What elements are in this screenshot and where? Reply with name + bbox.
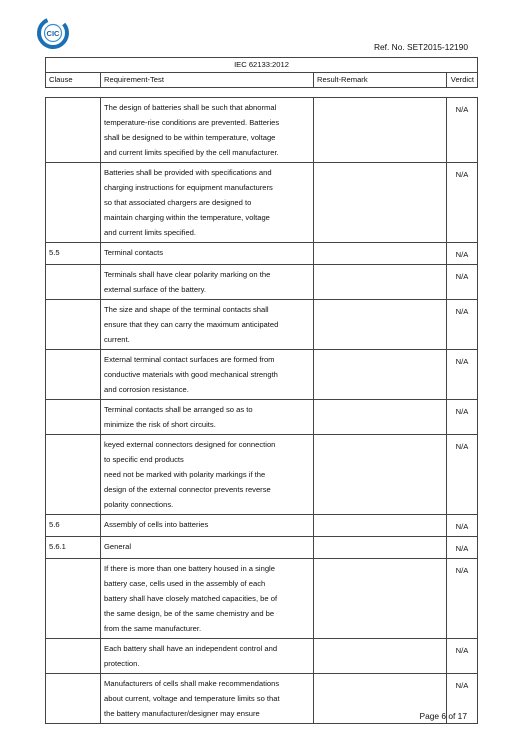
requirement-line: external surface of the battery.: [104, 285, 207, 294]
clause-cell: [46, 674, 101, 724]
verdict-cell: N/A: [447, 400, 478, 435]
requirement-line: keyed external connectors designed for connection: [104, 440, 276, 449]
requirement-line: protection.: [104, 659, 140, 668]
requirement-line: External terminal contact surfaces are formed from: [104, 355, 275, 364]
requirement-line: Batteries shall be provided with specifications and: [104, 168, 272, 177]
table-row: [46, 537, 478, 559]
column-result: Result-Remark: [314, 73, 447, 88]
requirement-line: Each battery shall have an independent control and: [104, 644, 278, 653]
result-cell: [314, 639, 447, 674]
requirement-line: current.: [104, 335, 130, 344]
header-table: [45, 57, 478, 88]
result-cell: [314, 435, 447, 515]
requirement-cell: [101, 639, 314, 674]
verdict-cell: N/A: [447, 98, 478, 163]
requirement-line: polarity connections.: [104, 500, 174, 509]
requirement-line: battery case, cells used in the assembly of each: [104, 579, 266, 588]
requirements-table: [45, 97, 478, 724]
requirement-cell: [101, 435, 314, 515]
requirement-cell: [101, 350, 314, 400]
requirement-line: to specific end products: [104, 455, 184, 464]
table-row: [46, 400, 478, 435]
logo-text: CIC: [46, 29, 60, 38]
requirement-cell: [101, 98, 314, 163]
requirement-line: Assembly of cells into batteries: [104, 520, 209, 529]
page-number: Page 6 of 17: [419, 711, 467, 721]
verdict-cell: N/A: [447, 243, 478, 265]
table-row: [46, 515, 478, 537]
table-row: [46, 243, 478, 265]
requirement-line: and corrosion resistance.: [104, 385, 189, 394]
requirement-cell: [101, 300, 314, 350]
column-requirement: Requirement-Test: [101, 73, 314, 88]
requirement-line: The size and shape of the terminal contacts shall: [104, 305, 269, 314]
requirement-cell: [101, 537, 314, 559]
requirement-line: Terminals shall have clear polarity marking on the: [104, 270, 271, 279]
clause-cell: [46, 265, 101, 300]
result-cell: [314, 537, 447, 559]
requirement-line: the same design, be of the same chemistry and be: [104, 609, 275, 618]
table-row: [46, 674, 478, 724]
table-row: [46, 435, 478, 515]
requirement-line: and current limits specified by the cell manufacturer.: [104, 148, 279, 157]
clause-cell: [46, 559, 101, 639]
requirement-cell: [101, 400, 314, 435]
requirement-line: and current limits specified.: [104, 228, 197, 237]
verdict-cell: N/A: [447, 163, 478, 243]
requirement-line: need not be marked with polarity markings if the: [104, 470, 266, 479]
result-cell: [314, 265, 447, 300]
requirement-cell: [101, 163, 314, 243]
clause-cell: [46, 300, 101, 350]
requirement-line: General: [104, 542, 132, 551]
requirement-line: maintain charging within the temperature, voltage: [104, 213, 270, 222]
clause-cell: [46, 163, 101, 243]
verdict-cell: N/A: [447, 559, 478, 639]
result-cell: [314, 300, 447, 350]
table-row: [46, 98, 478, 163]
result-cell: [314, 515, 447, 537]
result-cell: [314, 559, 447, 639]
clause-cell: 5.5: [46, 243, 101, 265]
clause-cell: [46, 639, 101, 674]
cic-logo: [34, 15, 72, 51]
requirement-line: The design of batteries shall be such that abnormal: [104, 103, 277, 112]
requirement-cell: [101, 515, 314, 537]
result-cell: [314, 350, 447, 400]
verdict-cell: N/A: [447, 265, 478, 300]
requirement-cell: [101, 559, 314, 639]
clause-cell: [46, 400, 101, 435]
column-clause: Clause: [46, 73, 101, 88]
table-row: [46, 639, 478, 674]
table-row: [46, 300, 478, 350]
clause-cell: 5.6: [46, 515, 101, 537]
requirement-line: temperature-rise conditions are prevented. Batteries: [104, 118, 280, 127]
requirement-cell: [101, 243, 314, 265]
clause-cell: [46, 98, 101, 163]
result-cell: [314, 163, 447, 243]
requirement-line: design of the external connector prevents reverse: [104, 485, 271, 494]
requirement-line: Terminal contacts: [104, 248, 164, 257]
requirement-line: conductive materials with good mechanical strength: [104, 370, 278, 379]
requirement-line: minimize the risk of short circuits.: [104, 420, 216, 429]
requirement-line: ensure that they can carry the maximum anticipated: [104, 320, 279, 329]
clause-cell: [46, 350, 101, 400]
verdict-cell: N/A: [447, 639, 478, 674]
verdict-cell: N/A: [447, 537, 478, 559]
verdict-cell: N/A: [447, 435, 478, 515]
result-cell: [314, 400, 447, 435]
verdict-cell: N/A: [447, 300, 478, 350]
requirement-line: the battery manufacturer/designer may ensure: [104, 709, 260, 718]
requirement-cell: [101, 674, 314, 724]
standard-title: IEC 62133:2012: [46, 58, 478, 73]
requirement-line: If there is more than one battery housed in a single: [104, 564, 275, 573]
requirement-line: Manufacturers of cells shall make recommendations: [104, 679, 280, 688]
requirement-line: charging instructions for equipment manufacturers: [104, 183, 273, 192]
column-verdict: Verdict: [447, 73, 478, 88]
verdict-cell: N/A: [447, 674, 478, 724]
clause-cell: 5.6.1: [46, 537, 101, 559]
result-cell: [314, 98, 447, 163]
result-cell: [314, 243, 447, 265]
requirement-line: about current, voltage and temperature limits so that: [104, 694, 280, 703]
verdict-cell: N/A: [447, 350, 478, 400]
table-row: [46, 350, 478, 400]
requirement-line: shall be designed to be within temperature, voltage: [104, 133, 276, 142]
table-row: [46, 559, 478, 639]
reference-number: Ref. No. SET2015-12190: [373, 42, 468, 52]
requirement-line: Terminal contacts shall be arranged so as to: [104, 405, 253, 414]
table-row: [46, 163, 478, 243]
clause-cell: [46, 435, 101, 515]
requirement-line: battery shall have closely matched capacities, be of: [104, 594, 278, 603]
requirement-cell: [101, 265, 314, 300]
table-row: [46, 265, 478, 300]
verdict-cell: N/A: [447, 515, 478, 537]
requirement-line: from the same manufacturer.: [104, 624, 202, 633]
requirement-line: so that associated chargers are designed to: [104, 198, 252, 207]
